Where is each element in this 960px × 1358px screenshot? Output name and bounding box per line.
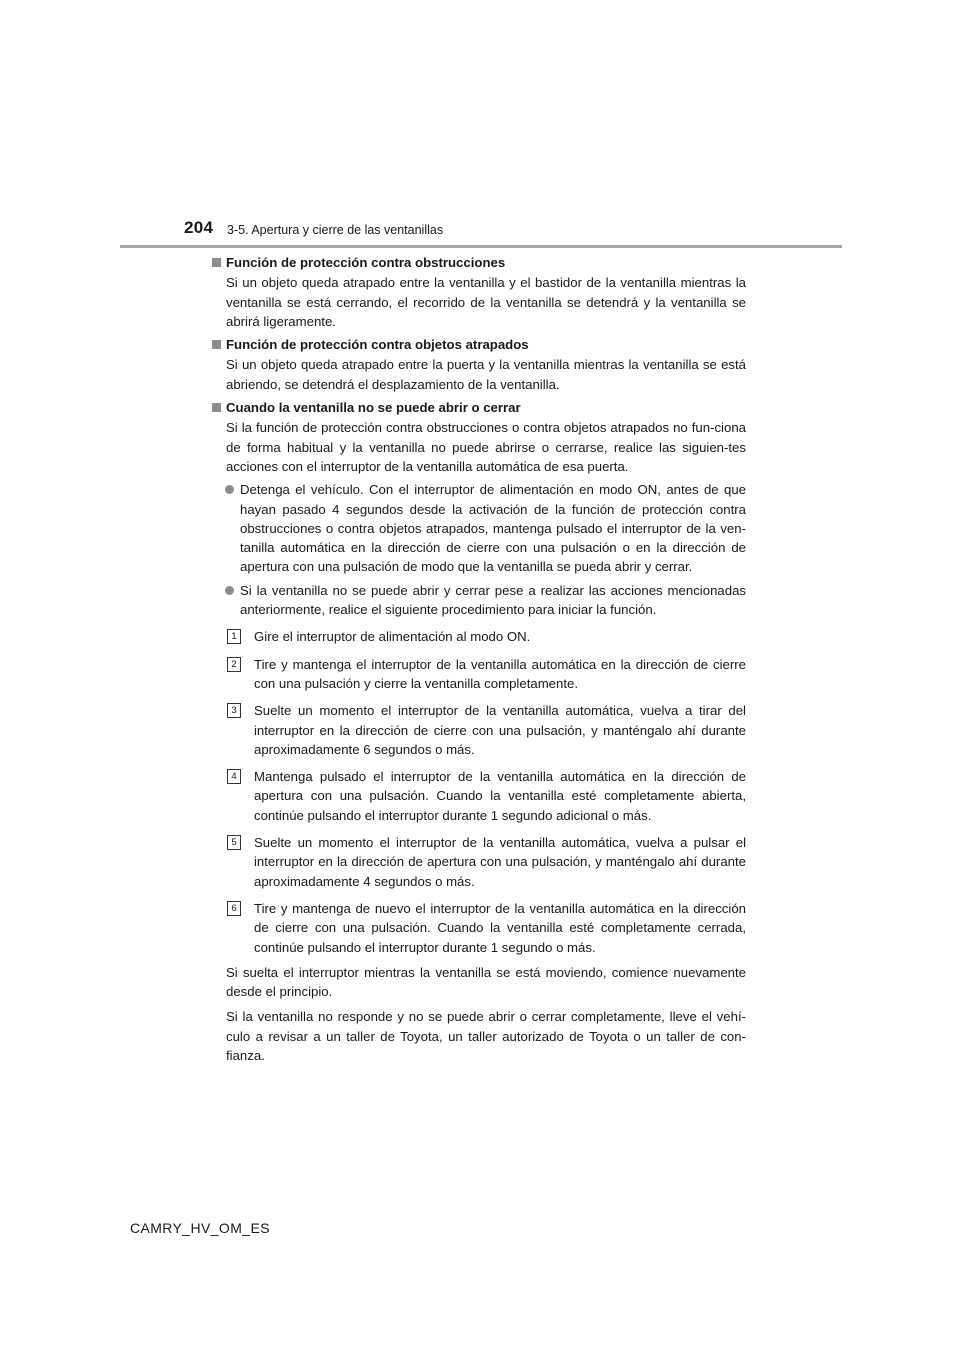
step-number-badge: 2 [227,657,241,672]
closing-paragraph: Si suelta el interruptor mientras la ventanilla se está moviendo, comience nuevamente desde el principio. [226,964,746,1000]
step-text: Suelte un momento el interruptor de la ventanilla automática, vuelva a tirar del interruptor en la dirección de cierre con una pulsación, y manténgalo ahí durante aproximadamente 6 segundos o más. [254,703,746,757]
square-bullet-icon [212,403,221,412]
step-number-badge: 6 [227,901,241,916]
document-code: CAMRY_HV_OM_ES [130,1220,270,1236]
header-rule [120,245,842,248]
heading-window-cannot-open-close [212,398,746,417]
step-item [212,767,746,825]
paragraph-window-cannot-open-close: Si la función de protección contra obstrucciones o contra objetos atrapados no fun-ciona de forma habitual y la ventanilla no puede abrirse o cerrarse, realice las siguien-tes acciones con el interruptor de la ventanilla automática de esa puerta. [226,420,746,474]
step-text: Tire y mantenga de nuevo el interruptor de la ventanilla automática en la dirección de cierre con una pulsación. Cuando la ventanilla esté completamente cerrada, continúe pulsando el interruptor durante 1 segundo o más. [254,900,746,955]
paragraph-trapped-object-protection: Si un objeto queda atrapado entre la puerta y la ventanilla mientras la ventanilla se está abriendo, se detendrá el desplazamiento de la ventanilla. [226,357,746,392]
bullet-text: Si la ventanilla no se puede abrir y cerrar pese a realizar las acciones mencionadas anteriormente, realice el siguiente procedimiento para iniciar la función. [240,582,746,618]
bullet-item [212,581,746,620]
step-text: Gire el interruptor de alimentación al modo ON. [254,629,531,645]
bullet-text: Detenga el vehículo. Con el interruptor de alimentación en modo ON, antes de que hayan pasado 4 segundos desde la activación de la función de protección contra obstrucciones o contra objetos atrapados, mantenga pulsado el interruptor de la ven-tanilla automática en la dirección de cierre con una pulsación o en la dirección de apertura con una pulsación de modo que la ventanilla se pueda abrir y cerrar. [240,482,746,575]
heading-obstruction-protection [212,253,746,272]
page-content [212,253,746,1065]
step-number-badge: 5 [227,835,241,850]
heading-text: Función de protección contra objetos atrapados [226,337,529,353]
closing-paragraph: Si la ventanilla no responde y no se puede abrir o cerrar completamente, lleve el vehí-culo a revisar a un taller de Toyota, un taller autorizado de Toyota o un taller de con-fianza. [226,1009,746,1063]
step-number-badge: 3 [227,703,241,718]
circle-bullet-icon [225,586,234,595]
section-title: 3-5. Apertura y cierre de las ventanillas [227,223,444,237]
paragraph-obstruction-protection: Si un objeto queda atrapado entre la ventanilla y el bastidor de la ventanilla mientras la ventanilla se está cerrando, el recorrido de la ventanilla se detendrá y la ventanilla se abrirá ligeramente. [226,275,746,329]
step-item [212,627,746,646]
circle-bullet-icon [225,485,234,494]
step-text: Mantenga pulsado el interruptor de la ventanilla automática en la dirección de apertura con una pulsación. Cuando la ventanilla esté completamente abierta, continúe pulsando el interruptor durante 1 segundo adicional o más. [254,769,746,823]
heading-trapped-object-protection [212,335,746,354]
heading-text: Cuando la ventanilla no se puede abrir o cerrar [226,400,521,416]
square-bullet-icon [212,258,221,267]
square-bullet-icon [212,340,221,349]
step-number-badge: 4 [227,769,241,784]
page-number: 204 [184,218,214,237]
bullet-item [212,480,746,576]
step-text: Tire y mantenga el interruptor de la ventanilla automática en la dirección de cierre con una pulsación y cierre la ventanilla completamente. [254,656,746,691]
step-item [212,899,746,957]
step-item [212,655,746,694]
step-text: Suelte un momento el interruptor de la ventanilla automática, vuelva a pulsar el interruptor en la dirección de apertura con una pulsación, y manténgalo ahí durante aproximadamente 4 segundos o más. [254,835,746,889]
step-number-badge: 1 [227,629,241,644]
step-item [212,701,746,759]
heading-text: Función de protección contra obstrucciones [226,255,506,270]
step-item [212,833,746,891]
